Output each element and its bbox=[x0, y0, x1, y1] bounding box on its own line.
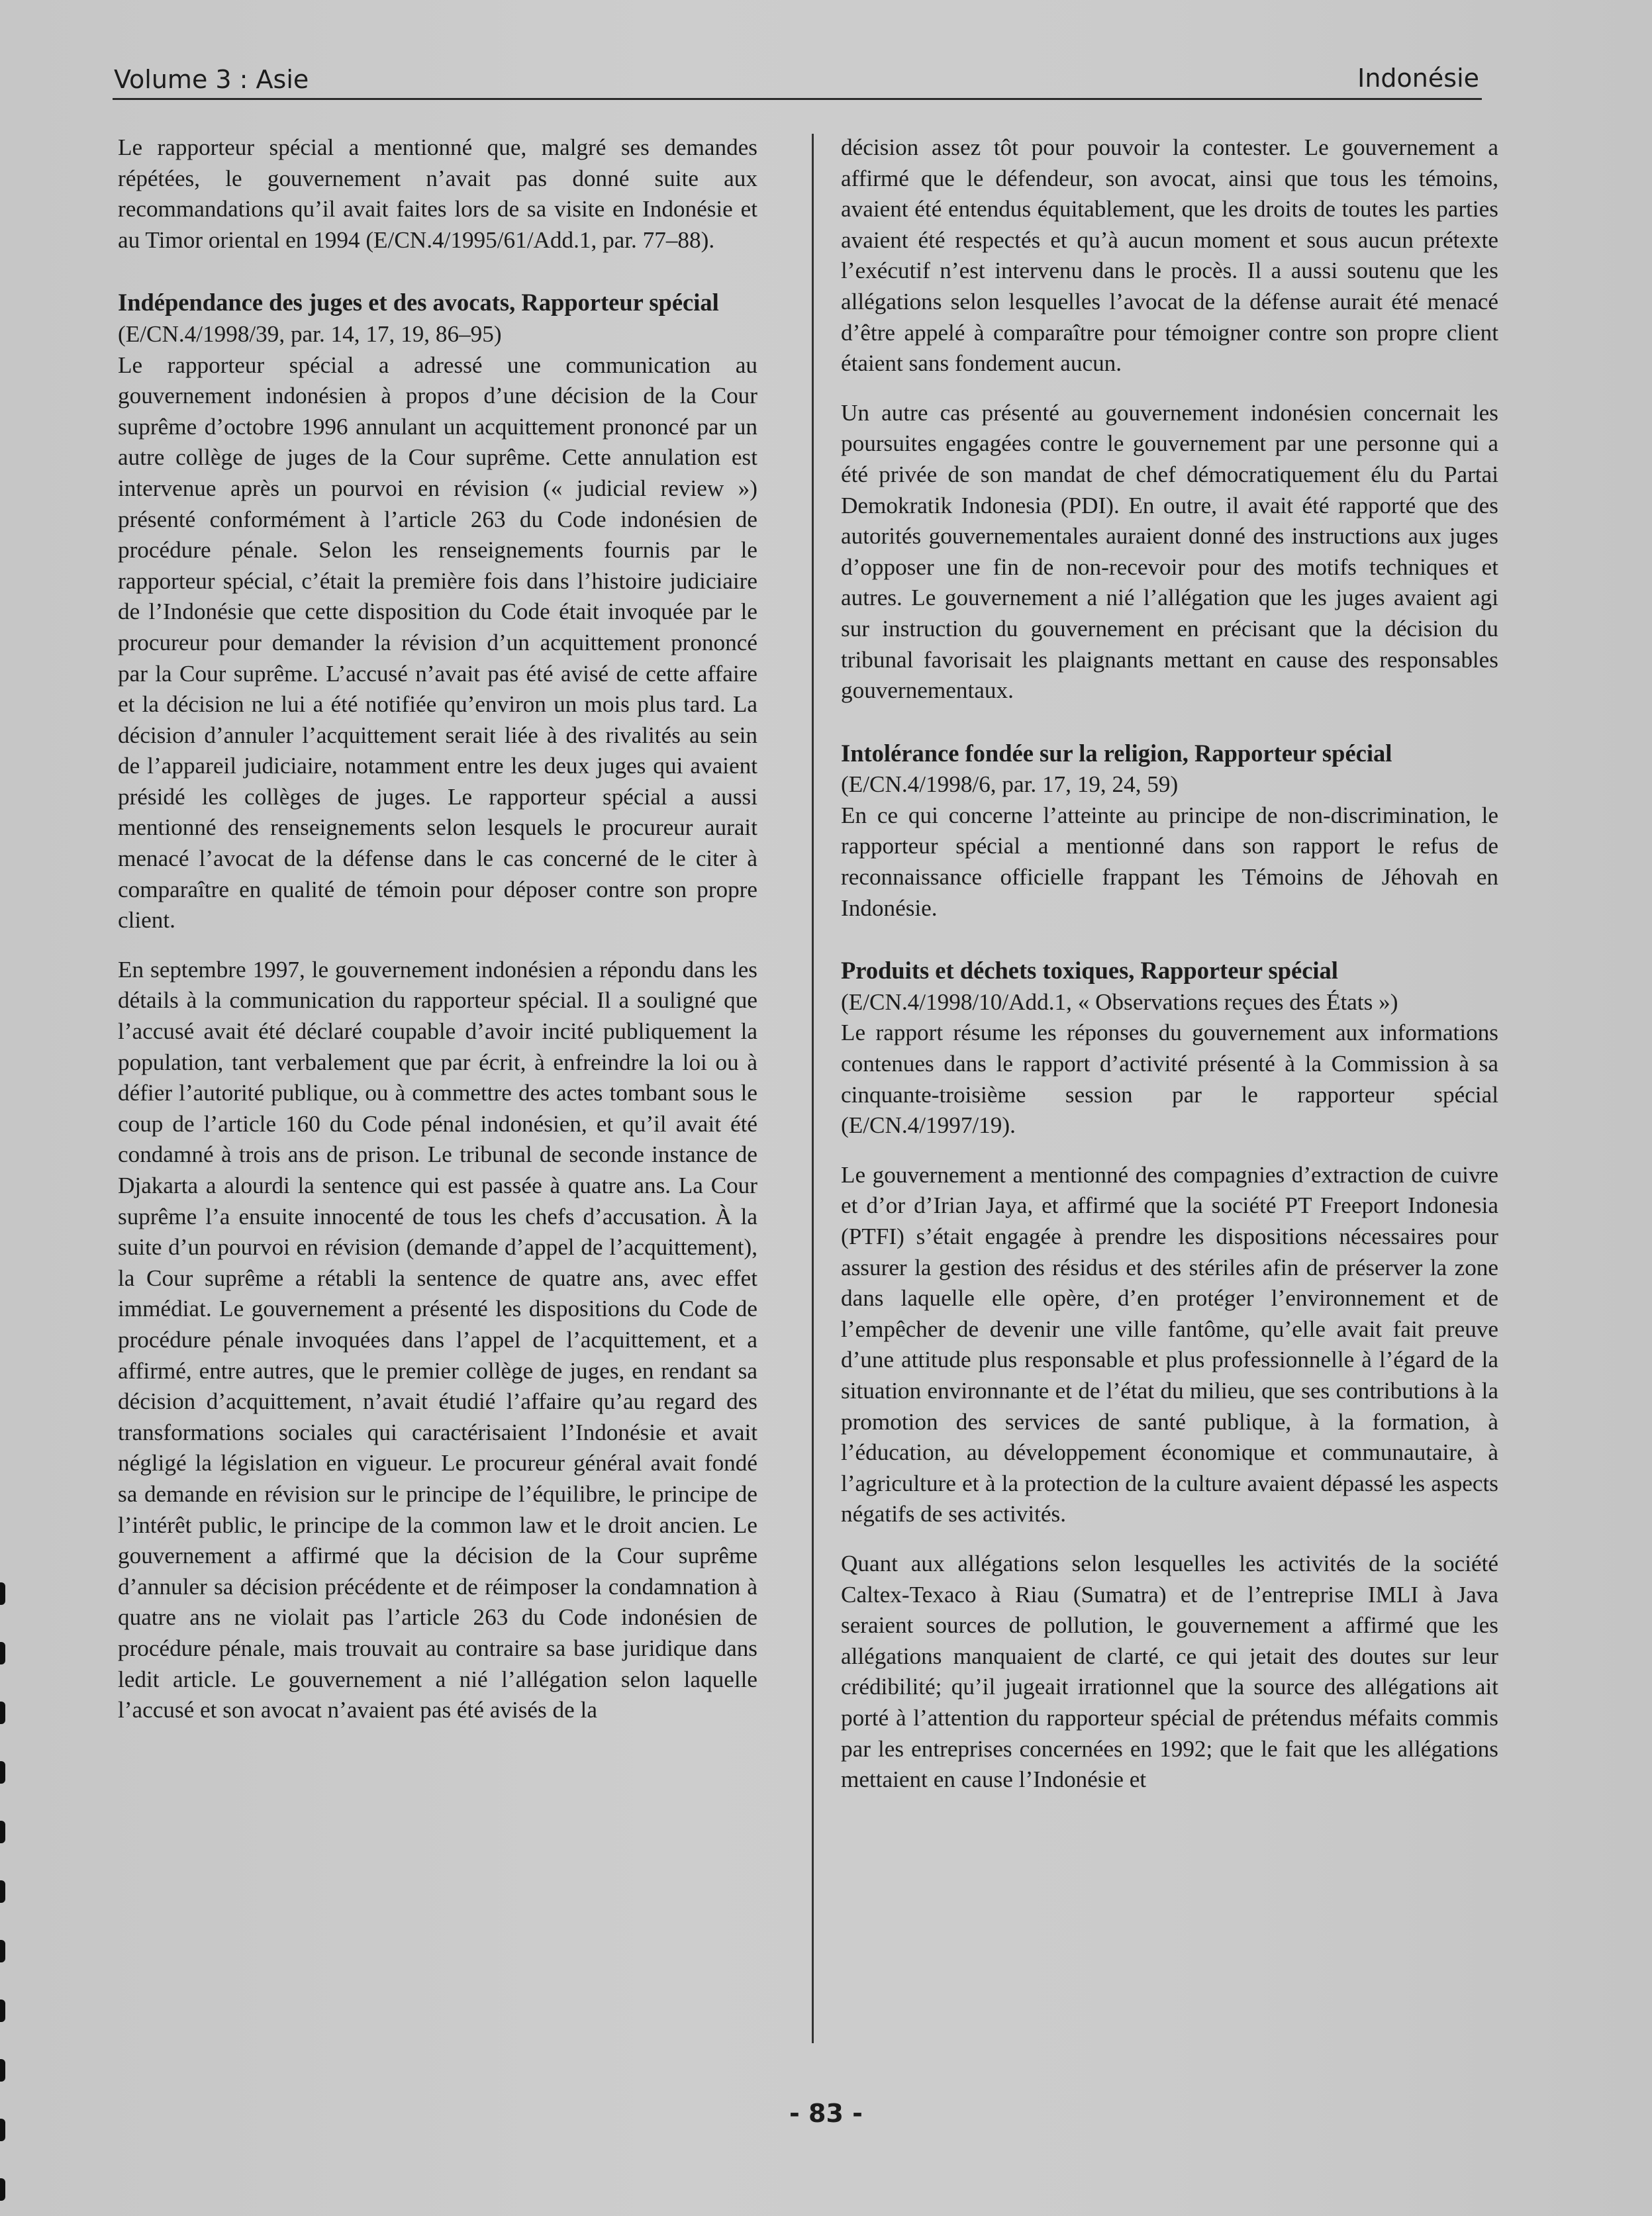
section-heading bbox=[118, 287, 757, 350]
paragraph: En ce qui concerne l’atteinte au principe de non-discrimination, le rapporteur spécial a mentionné dans son rapport le refus de reconnaissance officielle frappant les Témoins de Jéhovah en Indonésie. bbox=[841, 802, 1498, 921]
binding-hole bbox=[0, 1821, 5, 1843]
running-header bbox=[113, 56, 1482, 100]
left-column bbox=[118, 132, 757, 1745]
header-volume: Volume 3 : Asie bbox=[114, 65, 309, 94]
paragraph: Le rapporteur spécial a adressé une communication au gouvernement indonésien à propos d’une décision de la Cour suprême d’octobre 1996 annulant un acquittement prononcé par un autre collège de juges de la Cour suprême. Cette annulation est intervenue après un pourvoi en révision (« judicial review ») présenté conformément à l’article 263 du Code indonésien de procédure pénale. Selon les renseignements fournis par le rapporteur spécial, c’était la première fois dans l’histoire judiciaire de l’Indonésie que cette disposition du Code était invoquée par le procureur pour demander la révision d’un acquittement prononcé par la Cour suprême. L’accusé n’avait pas été avisé de cette affaire et la décision ne lui a été notifiée qu’environ un mois plus tard. La décision d’annuler l’acquittement serait liée à des rivalités au sein de l’appareil judiciaire, notamment entre les deux juges qui avaient présidé les collèges de juges. Le rapporteur spécial a aussi mentionné des renseignements selon lesquels le procureur aurait menacé l’avocat de la défense dans le cas concerné de le citer à comparaître en qualité de témoin pour déposer contre son propre client. bbox=[118, 352, 757, 934]
paragraph: Le rapporteur spécial a mentionné que, malgré ses demandes répétées, le gouvernement n’avait pas donné suite aux recommandations qu’il avait faites lors de sa visite en Indonésie et au Timor oriental en 1994 (E/CN.4/1995/61/Add.1, par. 77–88). bbox=[118, 134, 757, 253]
paragraph: En septembre 1997, le gouvernement indonésien a répondu dans les détails à la communication du rapporteur spécial. Il a souligné que l’accusé avait été déclaré coupable d’avoir incité publiquement la population, tant verbalement que par écrit, à enfreindre la loi ou à défier l’autorité publique, ou à commettre des actes tombant sous le coup de l’article 160 du Code pénal indonésien, et qu’il avait été condamné à trois ans de prison. Le tribunal de seconde instance de Djakarta a alourdi la sentence qui est passée à quatre ans. La Cour suprême l’a ensuite innocenté de tous les chefs d’accusation. À la suite d’un pourvoi en révision (demande d’appel de l’acquittement), la Cour suprême a rétabli la sentence de quatre ans, avec effet immédiat. Le gouvernement a présenté les dispositions du Code de procédure pénale invoquées dans l’appel de l’acquittement, et a affirmé, entre autres, que le premier collège de juges, en rendant sa décision d’acquittement, n’avait étudié l’affaire qu’au regard des transformations sociales qui caractérisaient l’Indonésie et avait négligé la législation en vigueur. Le procureur général avait fondé sa demande en révision sur le principe de l’équilibre, le principe de l’intérêt public, le principe de la common law et le droit ancien. Le gouvernement a affirmé que la décision de la Cour suprême d’annuler sa décision précédente et de réimposer la condamnation à quatre ans ne violait pas l’article 263 du Code indonésien de procédure pénale, mais trouvait au contraire sa base juridique dans ledit article. Le gouvernement a nié l’allégation selon laquelle l’accusé et son avocat n’avaient pas été avisés de la bbox=[118, 956, 757, 1723]
paragraph: Quant aux allégations selon lesquelles les activités de la société Caltex-Texaco à Riau (Sumatra) et de l’entreprise IMLI à Java seraient sources de pollution, le gouvernement a affirmé que les allégations manquaient de clarté, ce qui jetait des doutes sur leur crédibilité; qu’il jugeait irrationnel que la source des allégations ait porté à l’attention du rapporteur spécial de prétendus méfaits commis par les entreprises concernées en 1992; que le fait que les allégations mettaient en cause l’Indonésie et bbox=[841, 1550, 1498, 1793]
column-divider bbox=[812, 134, 814, 2043]
section-heading bbox=[841, 738, 1498, 800]
binding-hole bbox=[0, 1702, 5, 1724]
right-column bbox=[841, 132, 1498, 1814]
binding-hole bbox=[0, 1940, 5, 1962]
binding-hole bbox=[0, 2119, 5, 2141]
section-reference: (E/CN.4/1998/39, par. 14, 17, 19, 86–95) bbox=[118, 320, 502, 347]
binding-hole bbox=[0, 2178, 5, 2201]
section-title: Produits et déchets toxiques, Rapporteur spécial bbox=[841, 957, 1338, 985]
section-heading bbox=[841, 955, 1498, 1018]
section-reference: (E/CN.4/1998/6, par. 17, 19, 24, 59) bbox=[841, 771, 1179, 798]
paragraph: Un autre cas présenté au gouvernement indonésien concernait les poursuites engagées contre le gouvernement par une personne qui a été privée de son mandat de chef démocratiquement élu du Partai Demokratik Indonesia (PDI). En outre, il avait été rapporté que des autorités gouvernementales auraient donné des instructions aux juges d’opposer une fin de non-recevoir pour des motifs techniques et autres. Le gouvernement a nié l’allégation que les juges avaient agi sur instruction du gouvernement en précisant que la décision du tribunal favorisait les plaignants mettant en cause des responsables gouvernementaux. bbox=[841, 399, 1498, 704]
section-title: Intolérance fondée sur la religion, Rapporteur spécial bbox=[841, 739, 1392, 767]
paragraph: Le gouvernement a mentionné des compagnies d’extraction de cuivre et d’or d’Irian Jaya, et affirmé que la société PT Freeport Indonesia (PTFI) s’était engagée à prendre les dispositions nécessaires pour assurer la gestion des résidus et des stériles afin de préserver la zone dans laquelle elle opère, d’en protéger l’environnement et de l’empêcher de devenir une ville fantôme, qu’elle avait fait preuve d’une attitude plus responsable et plus professionnelle à l’égard de la situation environnante et de l’état du milieu, que ses contributions à la promotion des services de santé publique, à la formation, à l’éducation, au développement économique et communautaire, à l’agriculture et à la protection de la culture avaient dépassé les aspects négatifs de ses activités. bbox=[841, 1161, 1498, 1527]
binding-hole bbox=[0, 2059, 5, 2082]
binding-hole bbox=[0, 1761, 5, 1784]
binding-hole bbox=[0, 1642, 5, 1664]
binding-hole bbox=[0, 1582, 5, 1605]
binding-hole bbox=[0, 1880, 5, 1903]
header-country: Indonésie bbox=[1357, 64, 1479, 93]
paragraph: Le rapport résume les réponses du gouvernement aux informations contenues dans le rapport d’activité présenté à la Commission à sa cinquante-troisième session par le rapporteur spécial (E/CN.4/1997/19). bbox=[841, 1020, 1498, 1139]
section-reference: (E/CN.4/1998/10/Add.1, « Observations reçues des États ») bbox=[841, 988, 1398, 1015]
page-number: - 83 - bbox=[789, 2099, 863, 2128]
paragraph: décision assez tôt pour pouvoir la contester. Le gouvernement a affirmé que le défendeur, son avocat, ainsi que tous les témoins, avaient été entendus équitablement, que les droits de toutes les parties avaient été respectés et qu’à aucun moment et sous aucun prétexte l’exécutif n’est intervenu dans le procès. Il a aussi soutenu que les allégations selon lesquelles l’avocat de la défense aurait été menacé d’être appelé à comparaître pour témoigner contre son propre client étaient sans fondement aucun. bbox=[841, 134, 1498, 377]
binding-hole bbox=[0, 1999, 5, 2022]
section-title: Indépendance des juges et des avocats, Rapporteur spécial bbox=[118, 289, 719, 316]
